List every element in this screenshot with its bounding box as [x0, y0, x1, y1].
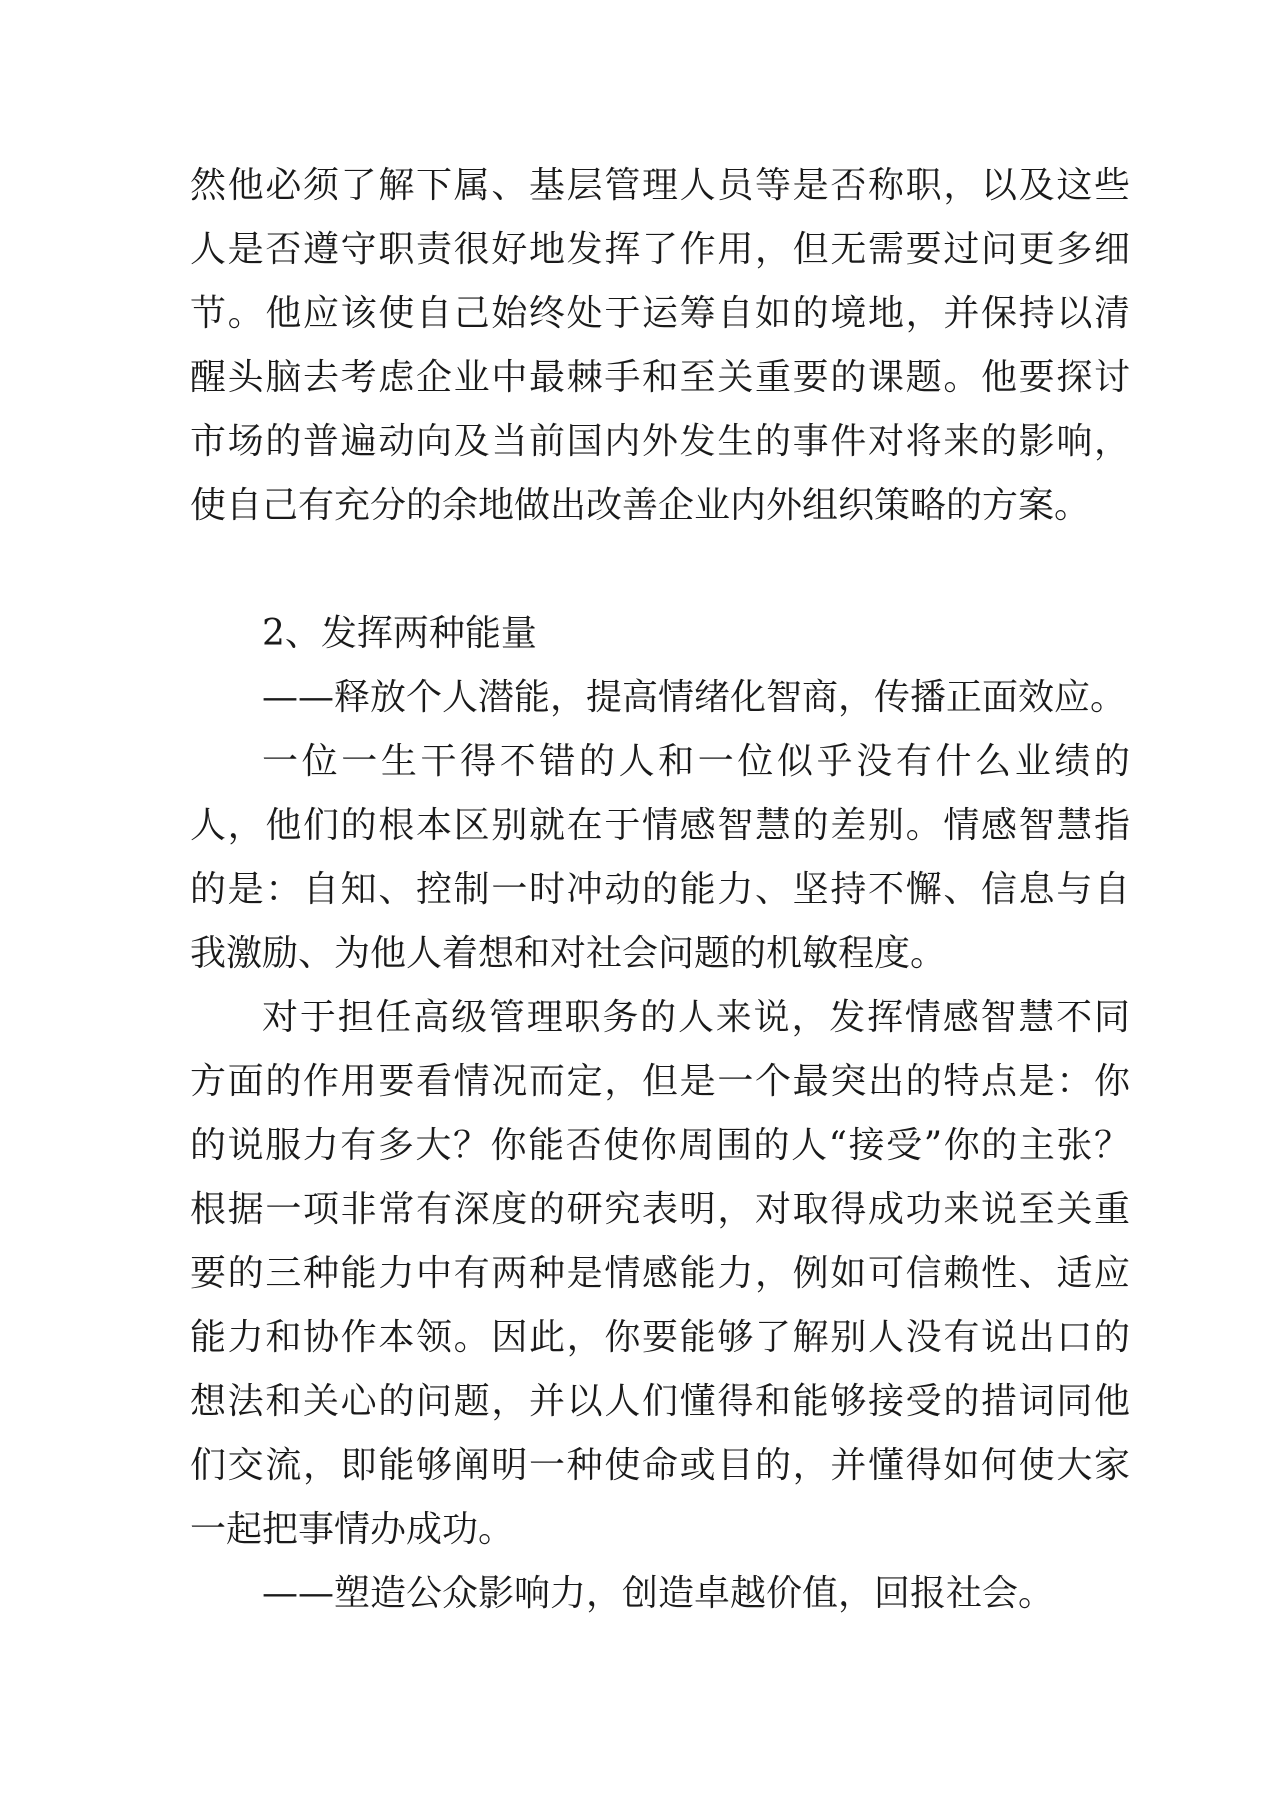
text-line: 的是：自知、控制一时冲动的能力、坚持不懈、信息与自 [190, 869, 1130, 910]
text-line: 然他必须了解下属、基层管理人员等是否称职，以及这些 [190, 165, 1130, 206]
text-line: 节。他应该使自己始终处于运筹自如的境地，并保持以清 [190, 293, 1130, 334]
text-line: 想法和关心的问题，并以人们懂得和能够接受的措词同他 [190, 1381, 1130, 1422]
section-two [190, 602, 1130, 1626]
text-line: 人是否遵守职责很好地发挥了作用，但无需要过问更多细 [190, 229, 1130, 270]
subheading-public-influence: ——塑造公众影响力，创造卓越价值，回报社会。 [262, 1573, 1055, 1614]
text-line: 要的三种能力中有两种是情感能力，例如可信赖性、适应 [190, 1253, 1130, 1294]
text-line: 人，他们的根本区别就在于情感智慧的差别。情感智慧指 [190, 805, 1130, 846]
text-line: 能力和协作本领。因此，你要能够了解别人没有说出口的 [190, 1317, 1130, 1358]
text-line: 一位一生干得不错的人和一位似乎没有什么业绩的 [262, 741, 1130, 782]
paragraph-continued [190, 154, 1130, 538]
text-line: 使自己有充分的余地做出改善企业内外组织策略的方案。 [190, 485, 1091, 526]
text-line: 市场的普遍动向及当前国内外发生的事件对将来的影响， [190, 421, 1130, 462]
text-line: 们交流，即能够阐明一种使命或目的，并懂得如何使大家 [190, 1445, 1130, 1486]
subheading-release-potential: ——释放个人潜能，提高情绪化智商，传播正面效应。 [262, 677, 1127, 718]
text-line: 一起把事情办成功。 [190, 1509, 515, 1550]
text-line: 醒头脑去考虑企业中最棘手和至关重要的课题。他要探讨 [190, 357, 1130, 398]
section-heading: 2、发挥两种能量 [262, 613, 537, 654]
text-line: 我激励、为他人着想和对社会问题的机敏程度。 [190, 933, 947, 974]
text-line: 的说服力有多大？你能否使你周围的人“接受”你的主张？ [190, 1125, 1130, 1166]
text-line: 方面的作用要看情况而定，但是一个最突出的特点是：你 [190, 1061, 1130, 1102]
text-line: 对于担任高级管理职务的人来说，发挥情感智慧不同 [262, 997, 1130, 1038]
text-line: 根据一项非常有深度的研究表明，对取得成功来说至关重 [190, 1189, 1130, 1230]
